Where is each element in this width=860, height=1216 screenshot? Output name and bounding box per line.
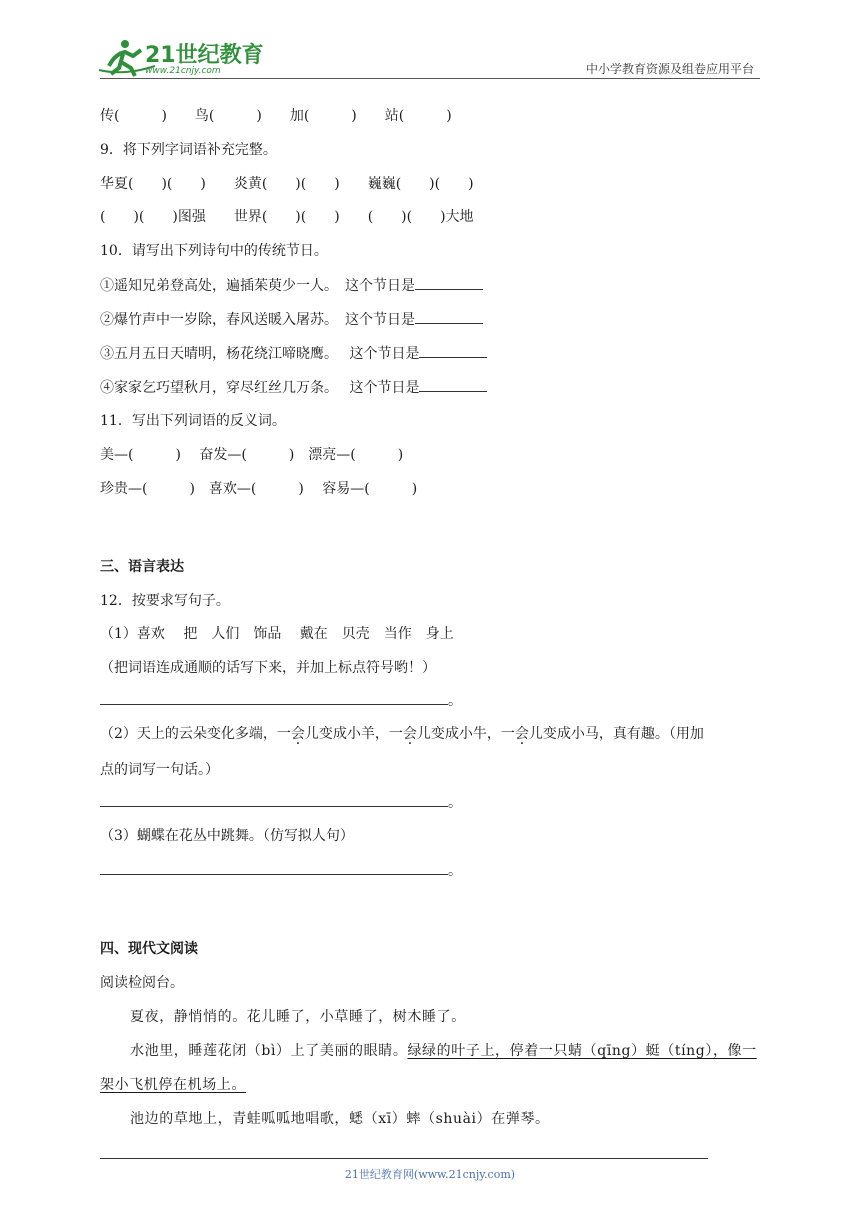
reading-para-1: 夏夜，静悄悄的。花儿睡了，小草睡了，树木睡了。 [130, 1009, 466, 1025]
answer-blank[interactable] [415, 275, 483, 290]
q10-item-2: ②爆竹声中一岁除，春风送暖入屠苏。 这个节日是 [100, 309, 483, 330]
q9-row1: 华夏( )( ) 炎黄( )( ) 巍巍( )( ) [100, 176, 474, 192]
q11-row2: 珍贵—( ) 喜欢—( ) 容易—( ) [100, 481, 418, 497]
logo-url: www.21cnjy.com [145, 66, 221, 76]
reading-para-2-cont [100, 1075, 246, 1095]
answer-line[interactable] [100, 860, 448, 875]
q8-row: 传( ) 鸟( ) 加( ) 站( ) [100, 108, 452, 124]
footer-text: 21世纪教育网(www.21cnjy.com) [344, 1168, 516, 1181]
section-3-title: 三、语言表达 [100, 559, 184, 575]
q12-answer-line-1: 。 [100, 690, 462, 711]
dotted-word: 一会儿 [388, 726, 431, 742]
q12-part3: （3）蝴蝶在花丛中跳舞。（仿写拟人句） [100, 828, 354, 844]
answer-line[interactable] [100, 690, 448, 705]
q10-item-3: ③五月五日天晴明，杨花绕江啼晓鹰。 这个节日是 [100, 343, 487, 364]
q12-part2: （2）天上的云朵变化多端，一会儿变成小羊，一会儿变成小牛，一会儿变成小马，真有趣。（用加 [100, 726, 704, 742]
q10-item-1: ①遥知兄弟登高处，遍插茱萸少一人。 这个节日是 [100, 275, 483, 296]
answer-blank[interactable] [415, 309, 483, 324]
q11-title: 11．写出下列词语的反义词。 [100, 413, 286, 429]
header-divider [100, 78, 760, 79]
q11-row1: 美—( ) 奋发—( ) 漂亮—( ) [100, 447, 404, 463]
site-logo [95, 36, 264, 80]
q12-answer-line-3: 。 [100, 860, 462, 881]
header-platform-text: 中小学教育资源及组卷应用平台 [585, 62, 754, 76]
q9-title: 9．将下列字词语补充完整。 [100, 142, 277, 158]
q10-title: 10．请写出下列诗句中的传统节日。 [100, 243, 328, 259]
dotted-word: 一会儿 [500, 726, 543, 742]
q12-part1: （1）喜欢 把 人们 饰品 戴在 贝壳 当作 身上 [100, 626, 454, 642]
q12-part2-cont: 点的词写一句话。） [100, 762, 219, 778]
reading-intro: 阅读检阅台。 [100, 975, 184, 991]
answer-line[interactable] [100, 792, 448, 807]
q9-row2: ( )( )图强 世界( )( ) ( )( )大地 [100, 209, 474, 225]
section-4-title: 四、现代文阅读 [100, 941, 198, 957]
q12-title: 12．按要求写句子。 [100, 593, 230, 609]
q12-answer-line-2: 。 [100, 792, 462, 813]
q12-part1-hint: （把词语连成通顺的话写下来，并加上标点符号哟！） [100, 660, 436, 676]
footer-divider [100, 1158, 708, 1159]
underlined-sentence: 架小飞机停在机场上。 [100, 1077, 246, 1093]
answer-blank[interactable] [419, 377, 487, 392]
underlined-sentence: 绿绿的叶子上，停着一只蜻（qīng）蜓（tíng），像一 [407, 1043, 757, 1059]
q10-item-4: ④家家乞巧望秋月，穿尽红丝几万条。 这个节日是 [100, 377, 487, 398]
answer-blank[interactable] [419, 343, 487, 358]
reading-para-3: 池边的草地上，青蛙呱呱地唱歌，蟋（xī）蟀（shuài）在弹琴。 [130, 1111, 550, 1127]
reading-para-2: 水池里，睡莲花闭（bì）上了美丽的眼睛。绿绿的叶子上，停着一只蜻（qīng）蜓（tíng），像一 [130, 1043, 757, 1059]
dotted-word: 一会儿 [276, 726, 319, 742]
logo-text: 21世纪教育 [145, 43, 264, 68]
